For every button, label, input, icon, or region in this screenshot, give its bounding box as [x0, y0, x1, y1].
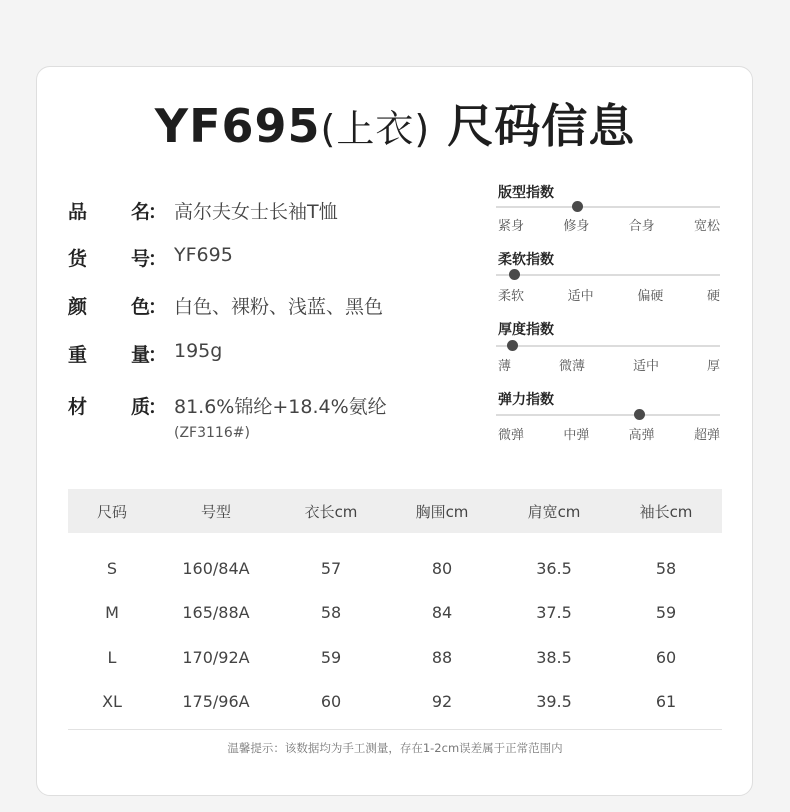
table-cell: 165/88A	[182, 603, 250, 623]
info-label-material: 材 质	[68, 396, 150, 418]
softness-index-track	[496, 274, 720, 276]
table-cell: 60	[320, 692, 342, 712]
option-label: 薄	[498, 359, 512, 374]
elasticity-index-title: 弹力指数	[498, 392, 554, 408]
table-row	[68, 635, 722, 680]
info-colon: ：	[148, 296, 168, 318]
info-value-material: 81.6%锦纶+18.4%氨纶	[174, 396, 387, 418]
table-cell: 92	[431, 692, 453, 712]
table-cell: M	[105, 603, 119, 623]
table-cell: 59	[320, 647, 342, 667]
table-cell: XL	[102, 692, 122, 712]
fit-index-marker	[572, 201, 583, 212]
table-cell: 58	[655, 558, 677, 578]
table-cell: 37.5	[536, 603, 572, 623]
softness-index-title: 柔软指数	[498, 252, 554, 268]
table-cell: S	[106, 558, 118, 578]
softness-index-options	[498, 285, 720, 304]
option-label: 超弹	[693, 428, 720, 443]
table-cell: 36.5	[536, 558, 572, 578]
table-cell: L	[107, 647, 117, 667]
option-label: 紧身	[498, 219, 525, 234]
option-label: 修身	[563, 219, 590, 234]
table-cell: 61	[655, 692, 677, 712]
table-body	[68, 533, 722, 724]
table-header	[68, 489, 722, 533]
option-label: 高弹	[628, 428, 655, 443]
softness-index-marker	[509, 269, 520, 280]
table-cell: 39.5	[536, 692, 572, 712]
measurement-note: 温馨提示：该数据均为手工测量，存在1-2cm误差属于正常范围内	[227, 741, 563, 755]
table-cell: 170/92A	[182, 647, 250, 667]
table-cell: 88	[431, 647, 453, 667]
fit-index-title: 版型指数	[498, 185, 554, 201]
table-cell: 175/96A	[182, 692, 250, 712]
table-row	[68, 680, 722, 725]
table-cell: 59	[655, 603, 677, 623]
table-row	[68, 546, 722, 591]
option-label: 硬	[706, 289, 720, 304]
page-title	[0, 90, 790, 156]
title-paren: (上衣)	[320, 107, 431, 151]
table-divider	[68, 729, 722, 730]
info-label-code: 货 号	[68, 248, 150, 270]
option-label: 适中	[567, 289, 594, 304]
info-value-color: 白色、裸粉、浅蓝、黑色	[174, 296, 384, 318]
table-cell: 60	[655, 647, 677, 667]
option-label: 柔软	[498, 289, 525, 304]
option-label: 偏硬	[637, 289, 664, 304]
thickness-index-marker	[507, 340, 518, 351]
option-label: 中弹	[563, 428, 590, 443]
info-value-name: 高尔夫女士长袖T恤	[174, 201, 338, 223]
info-colon: ：	[148, 201, 168, 223]
option-label: 厚	[706, 359, 720, 374]
fit-index-options	[498, 215, 720, 234]
title-rest: 尺码信息	[447, 99, 636, 153]
header-cell: 尺码	[96, 502, 127, 521]
fit-index-track	[496, 206, 720, 208]
info-colon: ：	[148, 396, 168, 418]
thickness-index-track	[496, 345, 720, 347]
info-value-weight: 195g	[174, 340, 223, 362]
header-cell: 袖长cm	[639, 502, 693, 521]
info-colon: ：	[148, 344, 168, 366]
thickness-index-title: 厚度指数	[498, 322, 554, 338]
table-cell: 57	[320, 558, 342, 578]
table-cell: 84	[431, 603, 453, 623]
option-label: 适中	[632, 359, 659, 374]
option-label: 合身	[628, 219, 655, 234]
size-table	[68, 489, 722, 724]
elasticity-index-track	[496, 414, 720, 416]
option-label: 微薄	[558, 359, 585, 374]
table-cell: 160/84A	[182, 558, 250, 578]
table-cell: 58	[320, 603, 342, 623]
header-cell: 肩宽cm	[527, 502, 581, 521]
table-cell: 38.5	[536, 647, 572, 667]
thickness-index-options	[498, 355, 720, 374]
info-value-material-sub: (ZF3116#)	[174, 425, 250, 441]
option-label: 宽松	[693, 219, 720, 234]
elasticity-index-options	[498, 424, 720, 443]
table-row	[68, 591, 722, 636]
info-label-name: 品 名	[68, 201, 150, 223]
header-cell: 衣长cm	[304, 502, 358, 521]
info-colon: ：	[148, 248, 168, 270]
header-cell: 胸围cm	[415, 502, 469, 521]
option-label: 微弹	[498, 428, 525, 443]
title-code: YF695	[154, 99, 321, 153]
table-cell: 80	[431, 558, 453, 578]
info-value-code: YF695	[174, 244, 233, 266]
info-label-color: 颜 色	[68, 296, 150, 318]
info-label-weight: 重 量	[68, 344, 150, 366]
header-cell: 号型	[200, 502, 231, 521]
